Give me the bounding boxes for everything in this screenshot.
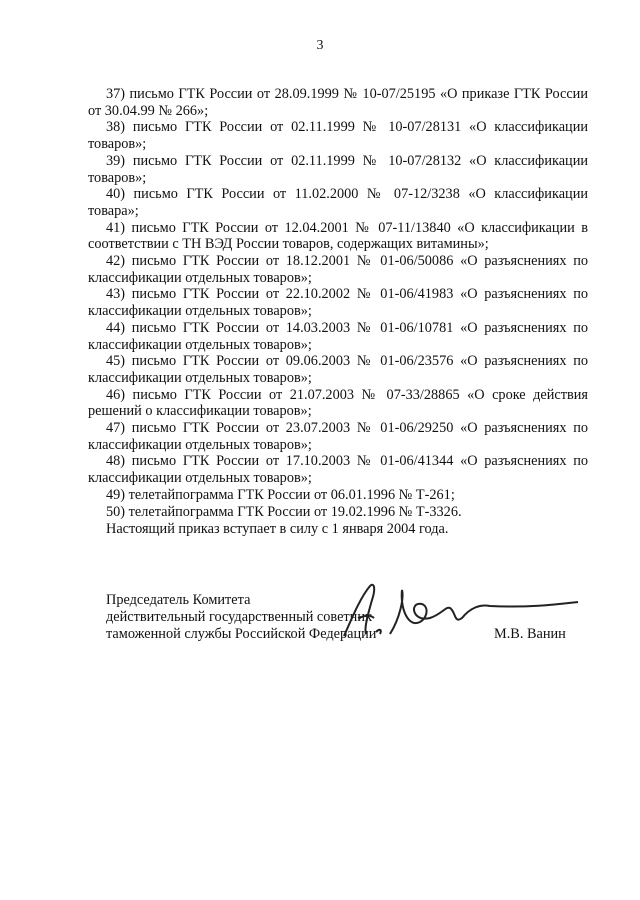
list-item: 48) письмо ГТК России от 17.10.2003 № 01-06/41344 «О разъяснениях по классификации отдельных товаров»;: [88, 453, 588, 487]
document-list: [88, 86, 588, 520]
list-item: 43) письмо ГТК России от 22.10.2002 № 01-06/41983 «О разъяснениях по классификации отдельных товаров»;: [88, 286, 588, 320]
signatory-title-line1: Председатель Комитета: [106, 592, 251, 608]
list-item: 47) письмо ГТК России от 23.07.2003 № 01-06/29250 «О разъяснениях по классификации отдельных товаров»;: [88, 420, 588, 453]
signatory-title-line3: таможенной службы Российской Федерации: [106, 626, 377, 642]
list-item: 42) письмо ГТК России от 18.12.2001 № 01-06/50086 «О разъяснениях по классификации отдельных товаров»;: [88, 253, 588, 286]
list-item: 41) письмо ГТК России от 12.04.2001 № 07-11/13840 «О классификации в соответствии с ТН ВЭД России товаров, содержащих витамины»;: [88, 219, 588, 253]
list-item: 37) письмо ГТК России от 28.09.1999 № 10-07/25195 «О приказе ГТК России от 30.04.99 № 266»;: [88, 86, 588, 119]
list-item: 38) письмо ГТК России от 02.11.1999 № 10-07/28131 «О классификации товаров»;: [88, 119, 588, 153]
list-item: 49) телетайпограмма ГТК России от 06.01.1996 № Т-261;: [106, 486, 455, 503]
signer-name: М.В. Ванин: [494, 626, 566, 642]
list-item: 45) письмо ГТК России от 09.06.2003 № 01-06/23576 «О разъяснениях по классификации отдельных товаров»;: [88, 353, 588, 386]
page-number: 3: [316, 38, 324, 53]
list-item: 39) письмо ГТК России от 02.11.1999 № 10-07/28132 «О классификации товаров»;: [88, 152, 588, 186]
list-item: 50) телетайпограмма ГТК России от 19.02.1996 № Т-3326.: [106, 503, 462, 520]
list-item: 40) письмо ГТК России от 11.02.2000 № 07-12/3238 «О классификации товара»;: [88, 186, 588, 219]
list-item: 46) письмо ГТК России от 21.07.2003 № 07-33/28865 «О сроке действия решений о классификации товаров»;: [88, 386, 588, 420]
effective-date-statement: Настоящий приказ вступает в силу с 1 января 2004 года.: [106, 521, 449, 537]
list-item: 44) письмо ГТК России от 14.03.2003 № 01-06/10781 «О разъяснениях по классификации отдельных товаров»;: [88, 319, 588, 353]
signatory-title-line2: действительный государственный советник: [106, 609, 372, 625]
